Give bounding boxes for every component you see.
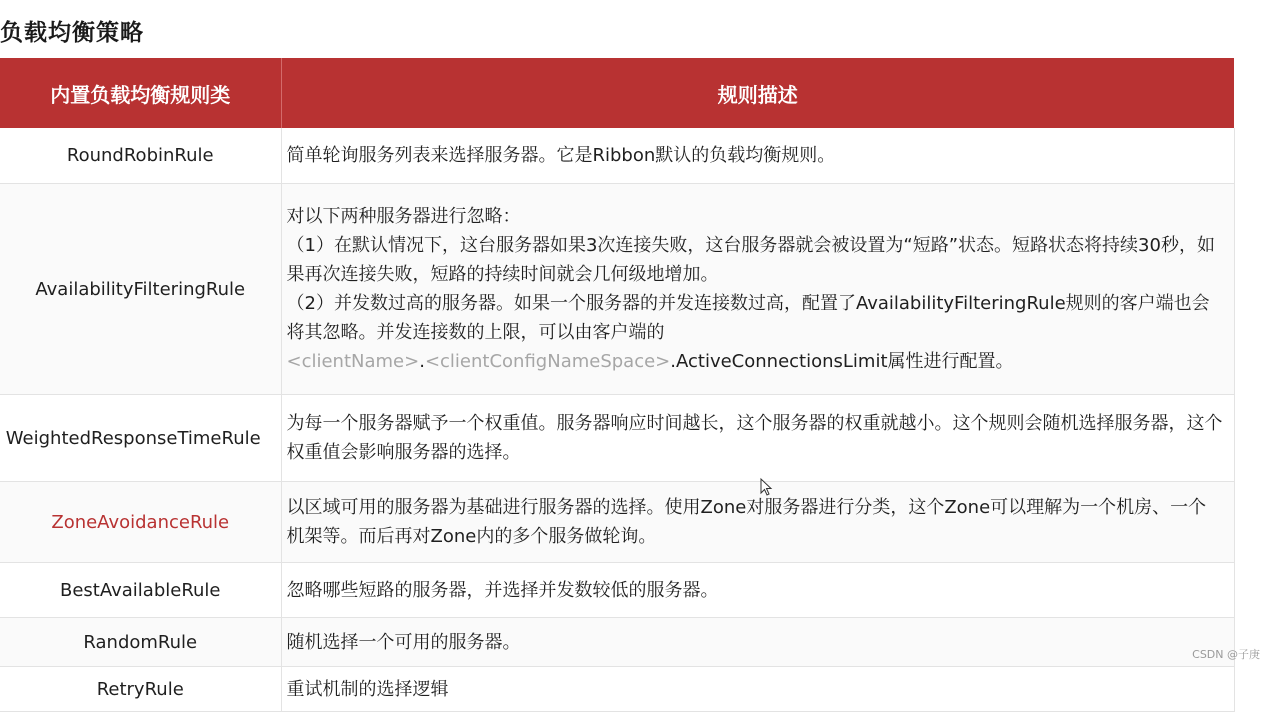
watermark: CSDN @子庚 (1192, 648, 1260, 661)
rule-name: AvailabilityFilteringRule (0, 184, 281, 395)
table-row (0, 395, 1234, 482)
page-title: 负载均衡策略 (0, 20, 144, 46)
rule-description: 随机选择一个可用的服务器。 (281, 618, 1234, 667)
rule-description: 简单轮询服务列表来选择服务器。它是Ribbon默认的负载均衡规则。 (281, 128, 1234, 184)
table-header-row (0, 58, 1234, 128)
table-row (0, 482, 1234, 563)
rule-name: BestAvailableRule (0, 563, 281, 618)
rule-name: RetryRule (0, 667, 281, 712)
rule-description: 重试机制的选择逻辑 (281, 667, 1234, 712)
rule-name-text: WeightedResponseTimeRule (5, 427, 261, 449)
table-row (0, 667, 1234, 712)
mouse-cursor-icon (760, 478, 772, 496)
header-rule-class: 内置负载均衡规则类 (0, 58, 281, 128)
rule-description (281, 184, 1234, 395)
table-row (0, 618, 1234, 667)
description-line: 对以下两种服务器进行忽略： (286, 206, 521, 227)
rule-name: RandomRule (0, 618, 281, 667)
header-rule-description: 规则描述 (281, 58, 1234, 128)
description-line (287, 347, 1224, 376)
rule-name-highlighted: ZoneAvoidanceRule (0, 482, 281, 563)
config-property-text: .ActiveConnectionsLimit属性进行配置。 (670, 351, 1014, 372)
table-row (0, 563, 1234, 618)
load-balancing-rules-table (0, 58, 1235, 712)
table-row (0, 128, 1234, 184)
description-line: （1）在默认情况下，这台服务器如果3次连接失败，这台服务器就会被设置为“短路”状态。短路状态将持续30秒，如果再次连接失败，短路的持续时间就会几何级地增加。 (286, 235, 1215, 285)
rule-name (0, 395, 281, 482)
rule-description: 以区域可用的服务器为基础进行服务器的选择。使用Zone对服务器进行分类，这个Zone可以理解为一个机房、一个机架等。而后再对Zone内的多个服务做轮询。 (281, 482, 1234, 563)
table-row (0, 184, 1234, 395)
client-config-namespace-placeholder: <clientConfigNameSpace> (424, 351, 671, 372)
rule-description: 忽略哪些短路的服务器，并选择并发数较低的服务器。 (281, 563, 1234, 618)
description-line: （2）并发数过高的服务器。如果一个服务器的并发连接数过高，配置了AvailabilityFilteringRule规则的客户端也会将其忽略。并发连接数的上限，可以由客户端的 (286, 293, 1210, 343)
rule-description: 为每一个服务器赋予一个权重值。服务器响应时间越长，这个服务器的权重就越小。这个规则会随机选择服务器，这个权重值会影响服务器的选择。 (281, 395, 1234, 482)
rule-name: RoundRobinRule (0, 128, 281, 184)
dot-separator: . (419, 351, 425, 372)
client-name-placeholder: <clientName> (286, 351, 420, 372)
